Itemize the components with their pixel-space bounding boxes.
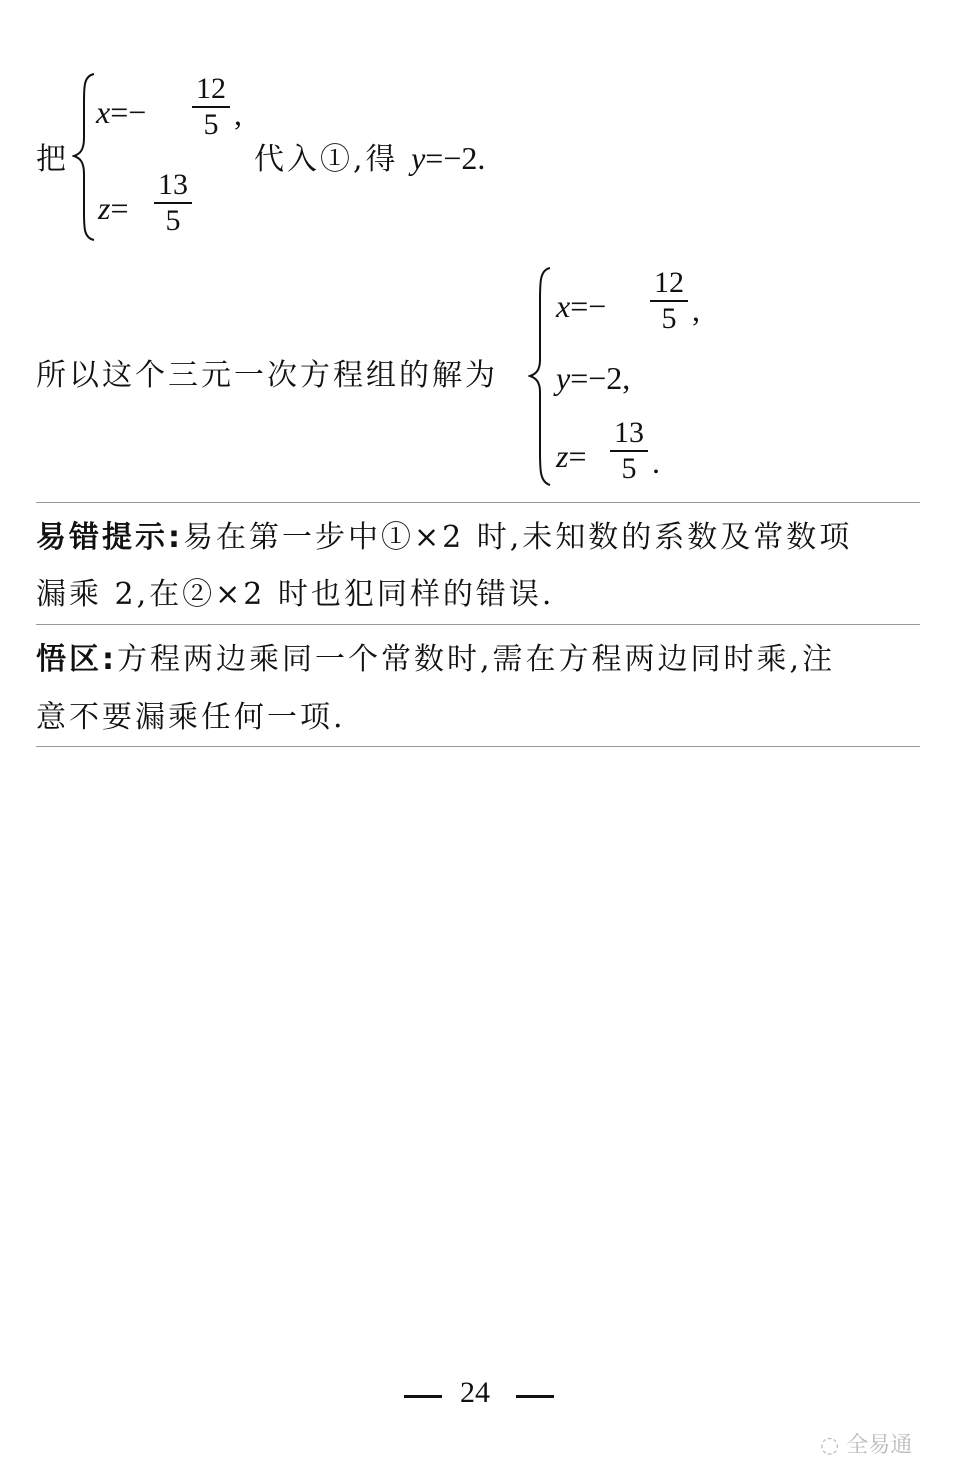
numerator: 13 (614, 416, 644, 449)
block2-z-period: . (652, 444, 660, 480)
block2-z-fraction (608, 416, 650, 486)
block1-tail: 代入①,得 y=−2. (254, 140, 486, 177)
wechat-icon: ◌ (820, 1433, 840, 1458)
watermark: ◌ 全易通 (820, 1433, 913, 1458)
block1-comma: , (234, 96, 242, 132)
page-dash-left (404, 1395, 442, 1398)
page-number: 24 (460, 1376, 490, 1409)
misconception-line-1: 悟区:方程两边乘同一个常数时,需在方程两边同时乘,注 (36, 642, 836, 677)
tip-line-1: 易错提示:易在第一步中①×2 时,未知数的系数及常数项 (36, 520, 853, 555)
block1-x-fraction (190, 72, 232, 142)
block2-x-fraction (648, 266, 690, 336)
tip-line-2: 漏乘 2,在②×2 时也犯同样的错误. (36, 577, 555, 612)
block2-x-line: x=− (556, 288, 607, 324)
block1-lead: 把 (36, 142, 69, 177)
denominator: 5 (165, 204, 181, 237)
divider-1 (36, 502, 920, 503)
block2-y-line: y=−2, (556, 360, 631, 396)
left-brace-1 (72, 72, 98, 242)
block2-x-comma: , (692, 292, 700, 328)
divider-2 (36, 624, 920, 625)
block1-z-line: z= (98, 190, 129, 226)
numerator: 13 (158, 168, 188, 201)
block2-lead: 所以这个三元一次方程组的解为 (36, 358, 498, 393)
tip-label: 易错提示: (36, 520, 183, 555)
divider-3 (36, 746, 920, 747)
denominator: 5 (203, 108, 219, 141)
block1-x-line: x=− (96, 94, 147, 130)
misconception-label: 悟区: (36, 642, 117, 677)
numerator: 12 (654, 266, 684, 299)
numerator: 12 (196, 72, 226, 105)
denominator: 5 (621, 452, 637, 485)
block1-z-fraction (152, 168, 194, 238)
left-brace-2 (528, 266, 554, 488)
denominator: 5 (661, 302, 677, 335)
page-dash-right (516, 1395, 554, 1398)
block2-z-line: z= (556, 438, 587, 474)
misconception-line-2: 意不要漏乘任何一项. (36, 700, 346, 735)
